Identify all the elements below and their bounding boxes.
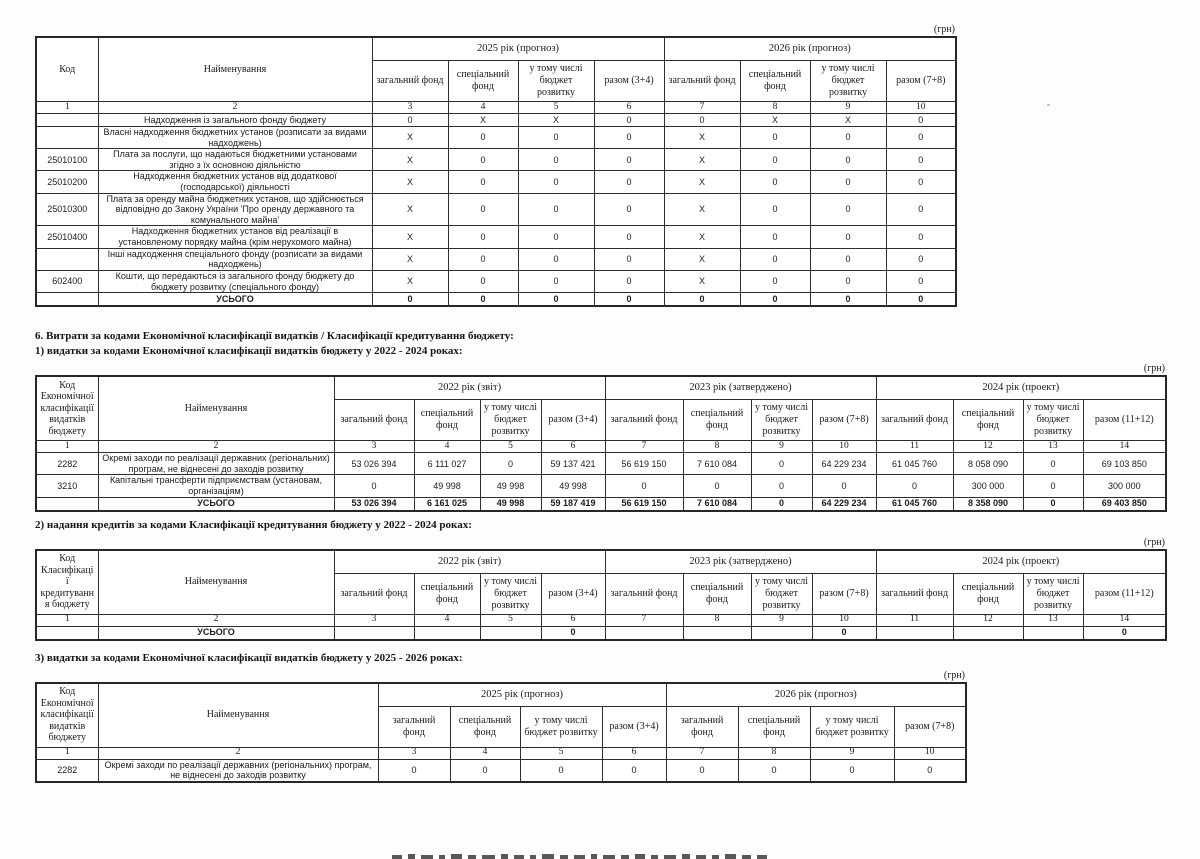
column-number-cell: 2 (98, 614, 334, 626)
column-number-cell: 12 (953, 614, 1023, 626)
value-cell: 0 (448, 226, 518, 248)
row-name-cell: Кошти, що передаються із загального фонду бюджету до бюджету розвитку (спеціального фонду) (98, 270, 372, 292)
value-cell: 0 (594, 226, 664, 248)
value-cell: 300 000 (953, 475, 1023, 497)
table-row (36, 270, 956, 292)
fund-column-header: загальний фонд (876, 573, 953, 614)
column-number-cell: 11 (876, 441, 953, 453)
year-group-header: 2024 рік (проект) (876, 376, 1166, 400)
row-name-cell: Плата за послуги, що надаються бюджетними установами згідно з їх основною діяльністю (98, 149, 372, 171)
value-cell: 0 (1023, 475, 1083, 497)
value-cell: 64 229 234 (812, 453, 876, 475)
fund-column-header: у тому числі бюджет розвитку (1023, 573, 1083, 614)
column-number-cell: 4 (448, 102, 518, 114)
table-row (36, 171, 956, 193)
column-number-cell: 9 (810, 747, 894, 759)
section-6-heading: 6. Витрати за кодами Економічної класифікації видатків / Класифікації кредитування бюджету: (35, 330, 514, 343)
code-column-header: Код Економічної класифікації видатків бюджету (36, 683, 98, 748)
column-number-cell: 2 (98, 441, 334, 453)
column-number-cell: 8 (683, 441, 751, 453)
column-number-cell: 9 (751, 441, 812, 453)
column-number-cell: 2 (98, 102, 372, 114)
value-cell: 0 (886, 248, 956, 270)
fund-column-header: загальний фонд (334, 573, 414, 614)
value-cell: 0 (448, 171, 518, 193)
year-group-header: 2022 рік (звіт) (334, 376, 605, 400)
row-name-cell: Власні надходження бюджетних установ (розписати за видами надходжень) (98, 127, 372, 149)
name-column-header: Найменування (98, 550, 334, 615)
expenses-forecast-section (35, 670, 965, 783)
row-code-cell (36, 248, 98, 270)
value-cell: 0 (886, 193, 956, 226)
scan-noise-dot (1047, 104, 1050, 106)
table-row (36, 626, 1166, 640)
table-expenses-2022-2024 (35, 375, 1167, 511)
value-cell: 69 403 850 (1083, 497, 1166, 511)
value-cell: 0 (812, 475, 876, 497)
currency-unit-label: (грн) (1143, 536, 1165, 548)
column-number-cell: 5 (480, 614, 541, 626)
year-group-header: 2026 рік (прогноз) (664, 37, 956, 61)
fund-column-header: у тому числі бюджет розвитку (518, 61, 594, 102)
fund-column-header: разом (7+8) (886, 61, 956, 102)
value-cell: 0 (594, 127, 664, 149)
value-cell: X (372, 171, 448, 193)
value-cell: 0 (518, 270, 594, 292)
currency-unit-label: (грн) (1143, 363, 1165, 375)
fund-column-header: спеціальний фонд (953, 573, 1023, 614)
value-cell: 0 (886, 270, 956, 292)
value-cell: 300 000 (1083, 475, 1166, 497)
fund-column-header: спеціальний фонд (738, 706, 810, 747)
fund-column-header: спеціальний фонд (414, 573, 480, 614)
value-cell: 59 137 421 (541, 453, 605, 475)
subsection-2-heading: 2) надання кредитів за кодами Класифікації кредитування бюджету у 2022 - 2024 роках: (35, 518, 472, 531)
value-cell: 0 (812, 626, 876, 640)
value-cell: 0 (594, 149, 664, 171)
value-cell: 56 619 150 (605, 497, 683, 511)
value-cell: 0 (666, 759, 738, 782)
row-name-cell: Надходження із загального фонду бюджету (98, 114, 372, 127)
name-column-header: Найменування (98, 376, 334, 441)
value-cell: 7 610 084 (683, 497, 751, 511)
value-cell: 0 (810, 127, 886, 149)
fund-column-header: загальний фонд (372, 61, 448, 102)
fund-column-header: разом (3+4) (594, 61, 664, 102)
value-cell: 0 (740, 270, 810, 292)
code-column-header: Код Економічної класифікації видатків бюджету (36, 376, 98, 441)
value-cell: X (740, 114, 810, 127)
year-group-header: 2024 рік (проект) (876, 550, 1166, 574)
fund-column-header: у тому числі бюджет розвитку (480, 400, 541, 441)
code-column-header: Код Класифікації кредитування бюджету (36, 550, 98, 615)
value-cell: 0 (740, 127, 810, 149)
value-cell: X (518, 114, 594, 127)
value-cell: X (372, 127, 448, 149)
value-cell: X (372, 270, 448, 292)
row-code-cell: 602400 (36, 270, 98, 292)
row-code-cell (36, 626, 98, 640)
fund-column-header: загальний фонд (666, 706, 738, 747)
value-cell: 56 619 150 (605, 453, 683, 475)
table-row (36, 226, 956, 248)
column-number-cell: 3 (334, 614, 414, 626)
column-number-cell: 10 (894, 747, 966, 759)
value-cell: 0 (518, 127, 594, 149)
value-cell: 0 (448, 149, 518, 171)
row-code-cell (36, 497, 98, 511)
column-number-cell: 10 (812, 614, 876, 626)
column-number-cell: 3 (378, 747, 450, 759)
row-code-cell: 2282 (36, 759, 98, 782)
value-cell: X (664, 226, 740, 248)
column-number-cell: 9 (810, 102, 886, 114)
value-cell (876, 626, 953, 640)
column-number-cell: 2 (98, 747, 378, 759)
column-number-cell: 9 (751, 614, 812, 626)
column-number-cell: 10 (886, 102, 956, 114)
row-code-cell: 25010400 (36, 226, 98, 248)
value-cell: X (372, 226, 448, 248)
fund-column-header: спеціальний фонд (414, 400, 480, 441)
row-name-cell: УСЬОГО (98, 497, 334, 511)
fund-column-header: разом (7+8) (812, 400, 876, 441)
row-name-cell: УСЬОГО (98, 626, 334, 640)
value-cell: 0 (876, 475, 953, 497)
value-cell: 61 045 760 (876, 453, 953, 475)
value-cell: 0 (518, 193, 594, 226)
value-cell: 8 358 090 (953, 497, 1023, 511)
value-cell: X (664, 193, 740, 226)
value-cell: 0 (738, 759, 810, 782)
column-number-cell: 6 (541, 441, 605, 453)
value-cell: 0 (334, 475, 414, 497)
value-cell: 0 (594, 293, 664, 307)
table-credits-2022-2024 (35, 549, 1167, 641)
value-cell: 0 (520, 759, 602, 782)
fund-column-header: спеціальний фонд (740, 61, 810, 102)
value-cell: 0 (664, 114, 740, 127)
value-cell: 0 (751, 475, 812, 497)
table-row (36, 127, 956, 149)
row-name-cell: Надходження бюджетних установ від додаткової (господарської) діяльності (98, 171, 372, 193)
value-cell: X (664, 149, 740, 171)
fund-column-header: загальний фонд (876, 400, 953, 441)
table-row (36, 114, 956, 127)
value-cell: 0 (1023, 453, 1083, 475)
column-number-cell: 13 (1023, 441, 1083, 453)
subsection-3-heading: 3) видатки за кодами Економічної класифікації видатків бюджету у 2025 - 2026 роках: (35, 651, 463, 664)
value-cell: 0 (886, 226, 956, 248)
fund-column-header: спеціальний фонд (683, 400, 751, 441)
name-column-header: Найменування (98, 683, 378, 748)
value-cell: 0 (594, 114, 664, 127)
column-number-cell: 8 (738, 747, 810, 759)
column-number-cell: 7 (605, 614, 683, 626)
value-cell: 0 (448, 248, 518, 270)
subsection-1-heading: 1) видатки за кодами Економічної класифікації видатків бюджету у 2022 - 2024 роках: (35, 345, 463, 358)
value-cell: 0 (594, 248, 664, 270)
year-group-header: 2023 рік (затверджено) (605, 376, 876, 400)
value-cell: X (664, 270, 740, 292)
column-number-cell: 6 (594, 102, 664, 114)
column-number-cell: 14 (1083, 614, 1166, 626)
value-cell: 0 (740, 226, 810, 248)
fund-column-header: разом (3+4) (541, 400, 605, 441)
value-cell: 0 (810, 248, 886, 270)
value-cell: 0 (518, 171, 594, 193)
value-cell: 0 (740, 193, 810, 226)
value-cell: 69 103 850 (1083, 453, 1166, 475)
value-cell: 0 (751, 497, 812, 511)
code-column-header: Код (36, 37, 98, 102)
value-cell: 0 (886, 114, 956, 127)
value-cell: X (448, 114, 518, 127)
column-number-cell: 11 (876, 614, 953, 626)
value-cell: 0 (810, 293, 886, 307)
row-code-cell (36, 114, 98, 127)
fund-column-header: загальний фонд (605, 573, 683, 614)
value-cell: 53 026 394 (334, 497, 414, 511)
year-group-header: 2025 рік (прогноз) (378, 683, 666, 707)
table-row (36, 497, 1166, 511)
table-row (36, 248, 956, 270)
value-cell: 0 (810, 149, 886, 171)
currency-unit-label: (грн) (933, 24, 955, 35)
fund-column-header: загальний фонд (378, 706, 450, 747)
column-number-cell: 6 (541, 614, 605, 626)
column-number-cell: 4 (414, 614, 480, 626)
expenses-2022-2024-section (35, 363, 1165, 511)
value-cell: 6 161 025 (414, 497, 480, 511)
table-row (36, 453, 1166, 475)
value-cell: 0 (740, 248, 810, 270)
value-cell: 0 (886, 293, 956, 307)
column-number-cell: 10 (812, 441, 876, 453)
value-cell: 0 (605, 475, 683, 497)
fund-column-header: у тому числі бюджет розвитку (751, 400, 812, 441)
column-number-cell: 12 (953, 441, 1023, 453)
value-cell: 0 (664, 293, 740, 307)
year-group-header: 2025 рік (прогноз) (372, 37, 664, 61)
value-cell (751, 626, 812, 640)
value-cell (953, 626, 1023, 640)
column-number-cell: 3 (334, 441, 414, 453)
value-cell: X (372, 248, 448, 270)
value-cell (480, 626, 541, 640)
row-name-cell: Окремі заходи по реалізації державних (регіональних) програм, не віднесені до заходів розвитку (98, 453, 334, 475)
column-number-cell: 7 (605, 441, 683, 453)
row-name-cell: Плата за оренду майна бюджетних установ, що здійснюється відповідно до Закону України 'Про оренду державного та комунального майна' (98, 193, 372, 226)
table-special-fund-revenues-forecast (35, 36, 957, 307)
value-cell: X (810, 114, 886, 127)
value-cell: 0 (448, 293, 518, 307)
fund-column-header: загальний фонд (605, 400, 683, 441)
column-number-cell: 7 (664, 102, 740, 114)
row-code-cell (36, 293, 98, 307)
fund-column-header: у тому числі бюджет розвитку (520, 706, 602, 747)
year-group-header: 2023 рік (затверджено) (605, 550, 876, 574)
value-cell: 61 045 760 (876, 497, 953, 511)
value-cell: 49 998 (414, 475, 480, 497)
column-number-cell: 4 (414, 441, 480, 453)
year-group-header: 2022 рік (звіт) (334, 550, 605, 574)
column-number-cell: 5 (480, 441, 541, 453)
fund-column-header: загальний фонд (334, 400, 414, 441)
fund-column-header: разом (3+4) (602, 706, 666, 747)
value-cell: 0 (886, 127, 956, 149)
column-number-cell: 6 (602, 747, 666, 759)
value-cell: 0 (518, 149, 594, 171)
column-number-cell: 1 (36, 441, 98, 453)
value-cell: 0 (378, 759, 450, 782)
row-name-cell: УСЬОГО (98, 293, 372, 307)
value-cell: 0 (810, 759, 894, 782)
value-cell: 0 (448, 127, 518, 149)
row-name-cell: Капітальні трансферти підприємствам (установам, організаціям) (98, 475, 334, 497)
column-number-cell: 4 (450, 747, 520, 759)
row-code-cell: 2282 (36, 453, 98, 475)
column-number-cell: 7 (666, 747, 738, 759)
value-cell: 49 998 (480, 497, 541, 511)
value-cell: 0 (810, 226, 886, 248)
value-cell: 0 (1083, 626, 1166, 640)
value-cell (334, 626, 414, 640)
value-cell: 0 (683, 475, 751, 497)
value-cell: 0 (894, 759, 966, 782)
value-cell: 0 (740, 293, 810, 307)
table-row (36, 293, 956, 307)
value-cell: 49 998 (541, 475, 605, 497)
value-cell: X (372, 149, 448, 171)
value-cell: 0 (594, 270, 664, 292)
value-cell: 0 (450, 759, 520, 782)
row-code-cell: 25010200 (36, 171, 98, 193)
fund-column-header: у тому числі бюджет розвитку (480, 573, 541, 614)
fund-column-header: спеціальний фонд (450, 706, 520, 747)
row-code-cell: 3210 (36, 475, 98, 497)
table-row (36, 475, 1166, 497)
column-number-cell: 13 (1023, 614, 1083, 626)
fund-column-header: спеціальний фонд (953, 400, 1023, 441)
value-cell: X (664, 127, 740, 149)
value-cell (1023, 626, 1083, 640)
column-number-cell: 3 (372, 102, 448, 114)
value-cell: 0 (372, 293, 448, 307)
value-cell (414, 626, 480, 640)
fund-column-header: разом (11+12) (1083, 400, 1166, 441)
fund-column-header: разом (11+12) (1083, 573, 1166, 614)
column-number-cell: 8 (683, 614, 751, 626)
value-cell: 8 058 090 (953, 453, 1023, 475)
value-cell: 0 (541, 626, 605, 640)
value-cell: 53 026 394 (334, 453, 414, 475)
currency-unit-label: (грн) (943, 669, 965, 681)
value-cell: 6 111 027 (414, 453, 480, 475)
row-code-cell: 25010300 (36, 193, 98, 226)
column-number-cell: 1 (36, 614, 98, 626)
fund-column-header: у тому числі бюджет розвитку (1023, 400, 1083, 441)
value-cell: 0 (518, 226, 594, 248)
value-cell: 0 (372, 114, 448, 127)
fund-column-header: у тому числі бюджет розвитку (751, 573, 812, 614)
value-cell: 0 (518, 248, 594, 270)
fund-column-header: разом (7+8) (812, 573, 876, 614)
row-code-cell (36, 127, 98, 149)
value-cell (683, 626, 751, 640)
table-row (36, 759, 966, 782)
value-cell: 0 (594, 193, 664, 226)
value-cell: X (664, 248, 740, 270)
value-cell: 0 (602, 759, 666, 782)
fund-column-header: загальний фонд (664, 61, 740, 102)
column-number-cell: 1 (36, 102, 98, 114)
revenues-forecast-section (35, 24, 955, 307)
value-cell: X (664, 171, 740, 193)
table-expenses-2025-2026 (35, 682, 967, 783)
table-row (36, 149, 956, 171)
year-group-header: 2026 рік (прогноз) (666, 683, 966, 707)
fund-column-header: у тому числі бюджет розвитку (810, 706, 894, 747)
row-code-cell: 25010100 (36, 149, 98, 171)
value-cell: 49 998 (480, 475, 541, 497)
value-cell: 0 (480, 453, 541, 475)
row-name-cell: Окремі заходи по реалізації державних (регіональних) програм, не віднесені до заходів розвитку (98, 759, 378, 782)
value-cell: 0 (1023, 497, 1083, 511)
value-cell (605, 626, 683, 640)
value-cell: 0 (518, 293, 594, 307)
name-column-header: Найменування (98, 37, 372, 102)
credits-2022-2024-section (35, 537, 1165, 641)
row-name-cell: Надходження бюджетних установ від реалізації в установленому порядку майна (крім нерухомого майна) (98, 226, 372, 248)
column-number-cell: 5 (518, 102, 594, 114)
fund-column-header: разом (7+8) (894, 706, 966, 747)
value-cell: 0 (448, 270, 518, 292)
value-cell: 0 (810, 193, 886, 226)
fund-column-header: у тому числі бюджет розвитку (810, 61, 886, 102)
cutoff-text-fragment (390, 853, 770, 859)
value-cell: 0 (740, 171, 810, 193)
value-cell: 0 (810, 171, 886, 193)
value-cell: 7 610 084 (683, 453, 751, 475)
value-cell: 59 187 419 (541, 497, 605, 511)
value-cell: X (372, 193, 448, 226)
column-number-cell: 8 (740, 102, 810, 114)
value-cell: 0 (751, 453, 812, 475)
fund-column-header: спеціальний фонд (683, 573, 751, 614)
value-cell: 0 (810, 270, 886, 292)
column-number-cell: 14 (1083, 441, 1166, 453)
value-cell: 0 (886, 171, 956, 193)
value-cell: 0 (886, 149, 956, 171)
column-number-cell: 1 (36, 747, 98, 759)
value-cell: 0 (448, 193, 518, 226)
fund-column-header: разом (3+4) (541, 573, 605, 614)
value-cell: 0 (594, 171, 664, 193)
row-name-cell: Інші надходження спеціального фонду (розписати за видами надходжень) (98, 248, 372, 270)
table-row (36, 193, 956, 226)
value-cell: 64 229 234 (812, 497, 876, 511)
fund-column-header: спеціальний фонд (448, 61, 518, 102)
value-cell: 0 (740, 149, 810, 171)
column-number-cell: 5 (520, 747, 602, 759)
